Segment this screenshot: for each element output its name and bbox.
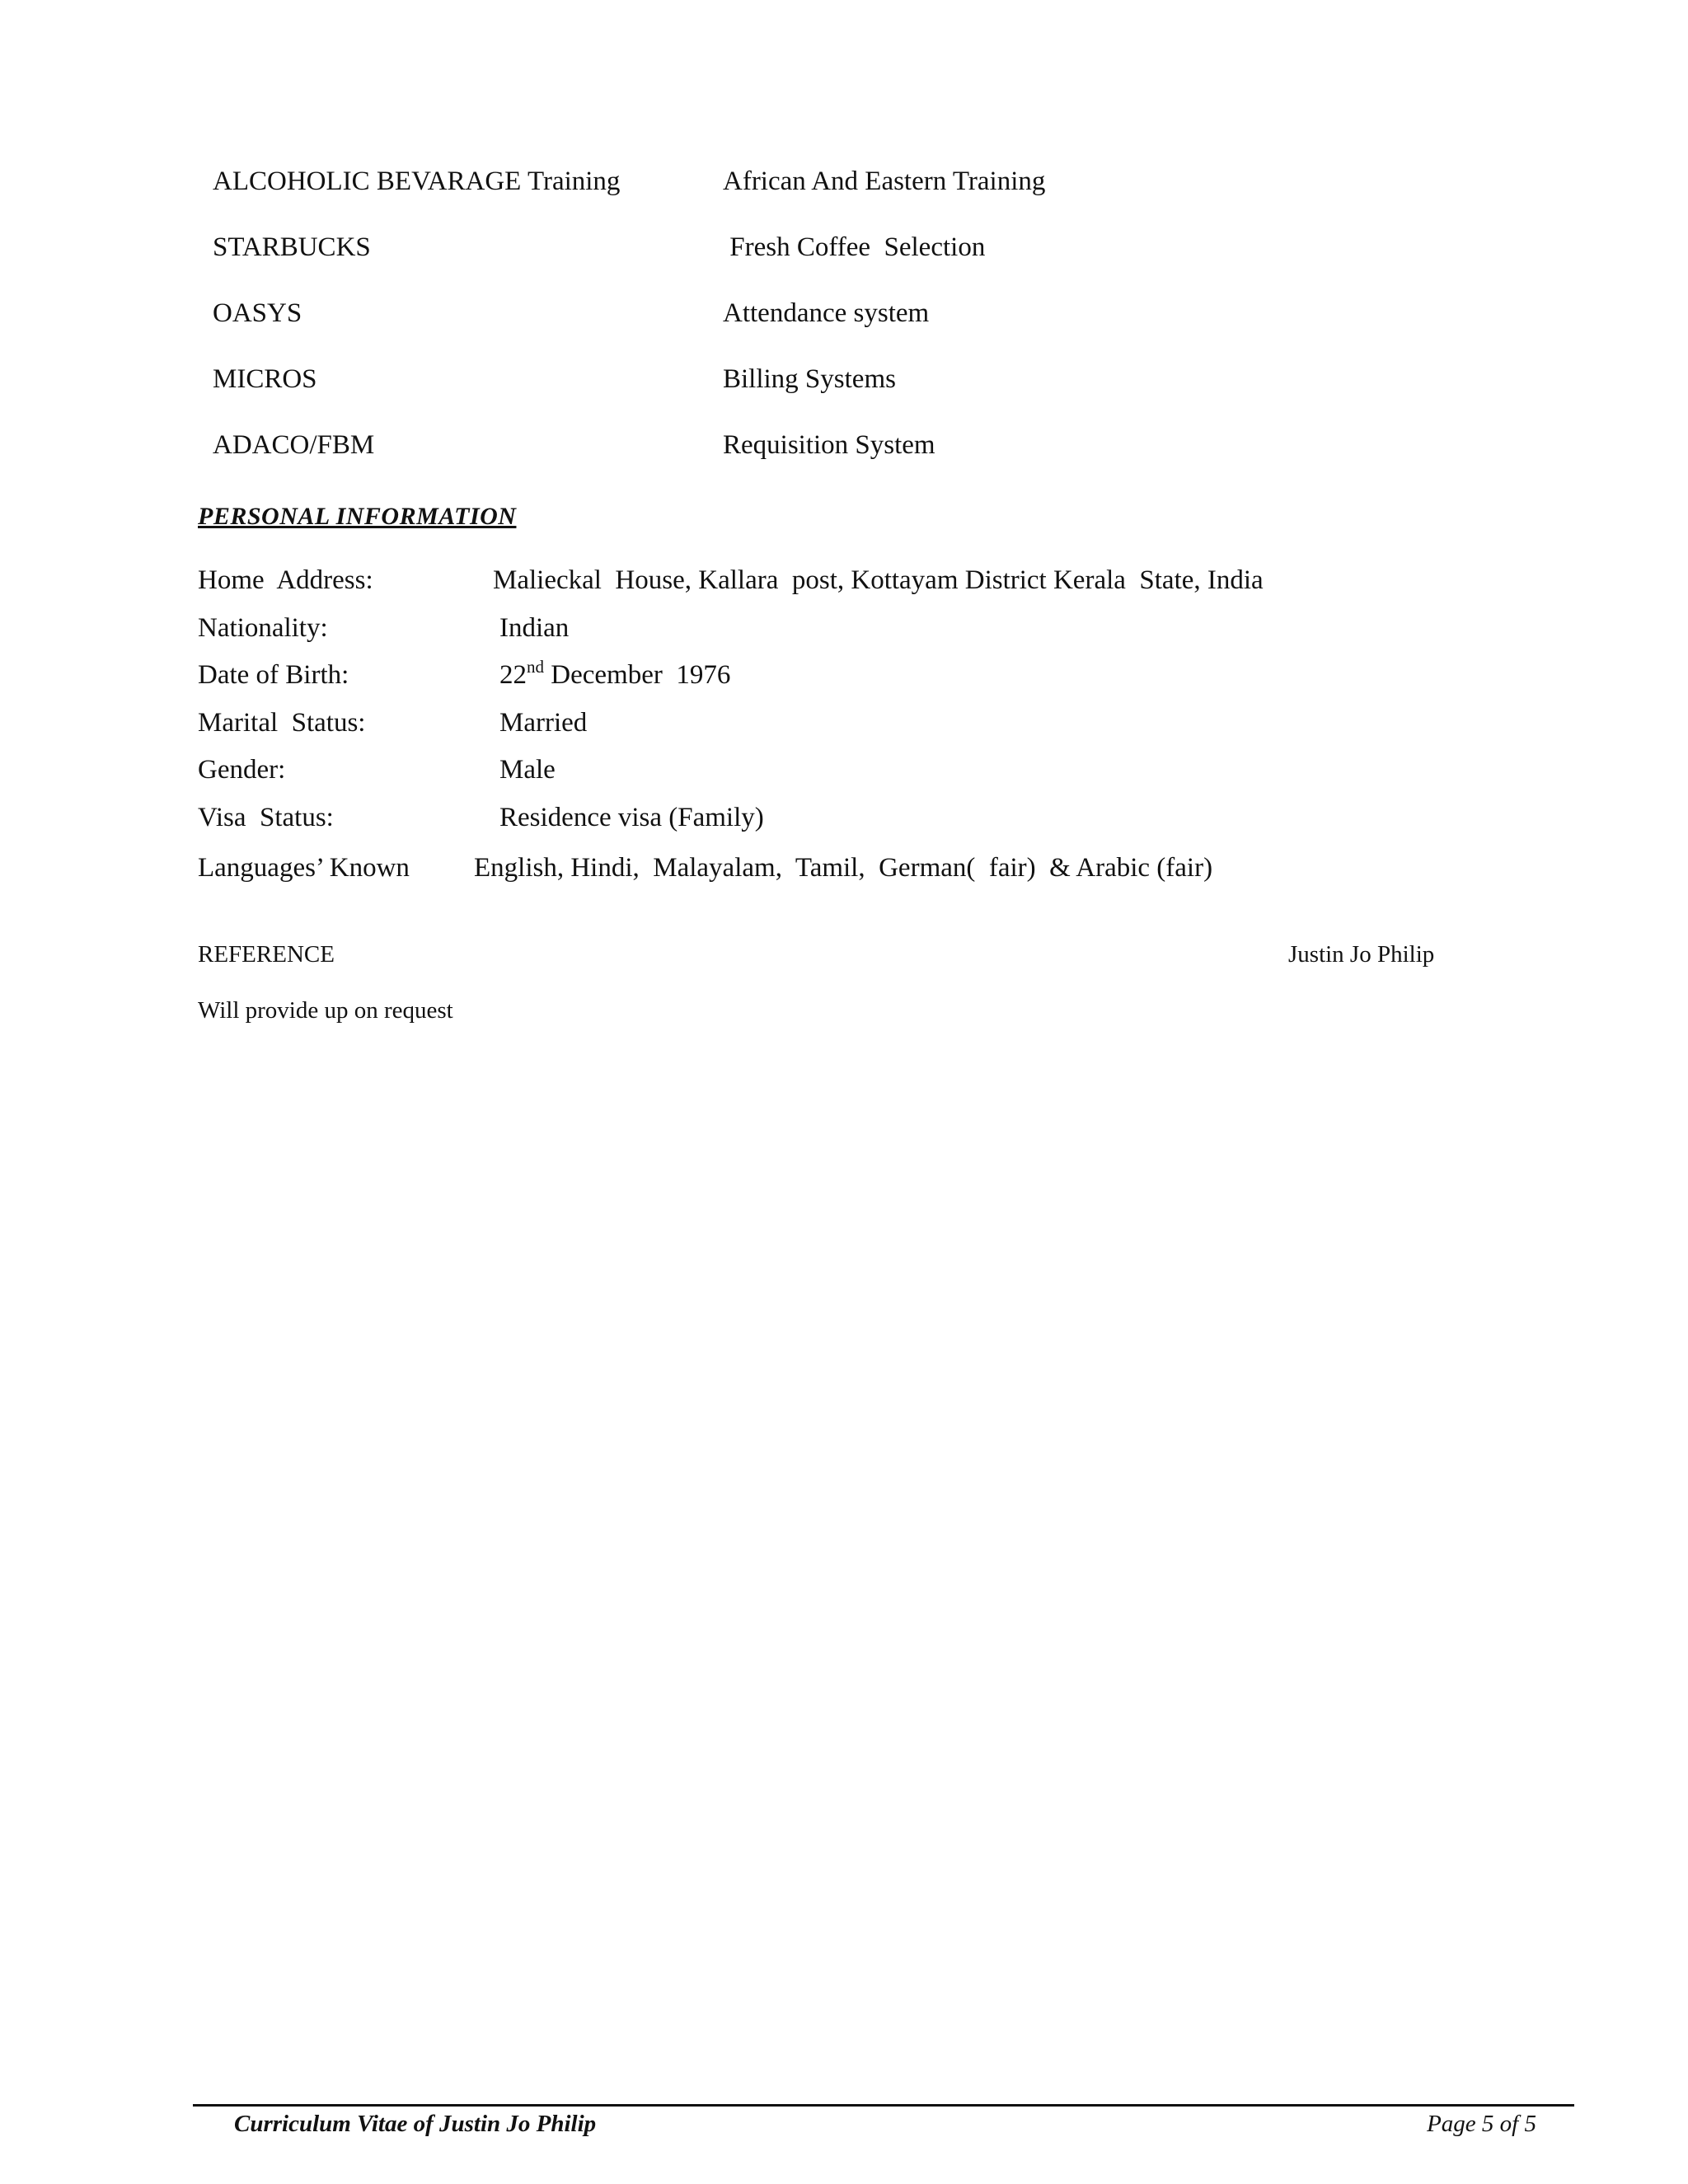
- languages-value: English, Hindi, Malayalam, Tamil, German( fair) & Arabic (fair): [474, 853, 1213, 883]
- visa-status-row: [198, 798, 1517, 846]
- home-address-row: [198, 560, 1517, 608]
- reference-heading: REFERENCE: [198, 941, 335, 968]
- reference-note: Will provide up on request: [198, 997, 453, 1024]
- languages-label: Languages’ Known: [198, 853, 410, 883]
- visa-status-value: Residence visa (Family): [499, 802, 764, 832]
- skill-detail: Fresh Coffee Selection: [723, 232, 986, 262]
- footer-divider: [193, 2104, 1574, 2107]
- dob-label: Date of Birth:: [198, 660, 349, 690]
- dob-month-year: December 1976: [544, 660, 731, 690]
- marital-status-label: Marital Status:: [198, 707, 366, 738]
- visa-status-label: Visa Status:: [198, 802, 334, 832]
- skill-row: [213, 162, 1449, 227]
- dob-row: [198, 655, 1517, 703]
- skill-name: MICROS: [213, 364, 317, 394]
- skill-detail: African And Eastern Training: [723, 166, 1046, 196]
- nationality-value: Indian: [499, 612, 570, 643]
- home-address-label: Home Address:: [198, 565, 373, 595]
- skills-table: [213, 162, 1449, 491]
- dob-value: [499, 655, 730, 695]
- nationality-label: Nationality:: [198, 612, 328, 643]
- skill-row: [213, 227, 1449, 293]
- gender-value: Male: [499, 755, 556, 785]
- footer-title: Curriculum Vitae of Justin Jo Philip: [234, 2111, 597, 2137]
- home-address-value: Malieckal House, Kallara post, Kottayam District Kerala State, India: [493, 565, 1264, 595]
- marital-status-row: [198, 703, 1517, 751]
- gender-label: Gender:: [198, 755, 286, 785]
- personal-information: [198, 560, 1517, 896]
- skill-detail: Attendance system: [723, 298, 930, 328]
- skill-detail: Billing Systems: [723, 364, 896, 394]
- dob-day: 22: [499, 660, 527, 690]
- skill-row: [213, 359, 1449, 425]
- skill-name: OASYS: [213, 298, 302, 328]
- skill-name: ALCOHOLIC BEVARAGE Training: [213, 166, 621, 196]
- languages-row: [198, 848, 1517, 899]
- nationality-row: [198, 608, 1517, 656]
- gender-row: [198, 750, 1517, 798]
- skill-name: ADACO/FBM: [213, 430, 375, 460]
- marital-status-value: Married: [499, 707, 588, 738]
- reference-name: Justin Jo Philip: [1288, 941, 1435, 968]
- page-number: Page 5 of 5: [1427, 2111, 1536, 2137]
- skill-row: [213, 293, 1449, 359]
- skill-name: STARBUCKS: [213, 232, 371, 262]
- skill-row: [213, 425, 1449, 491]
- skill-detail: Requisition System: [723, 430, 935, 460]
- dob-suffix: nd: [527, 657, 544, 677]
- personal-information-heading: PERSONAL INFORMATION: [198, 503, 517, 530]
